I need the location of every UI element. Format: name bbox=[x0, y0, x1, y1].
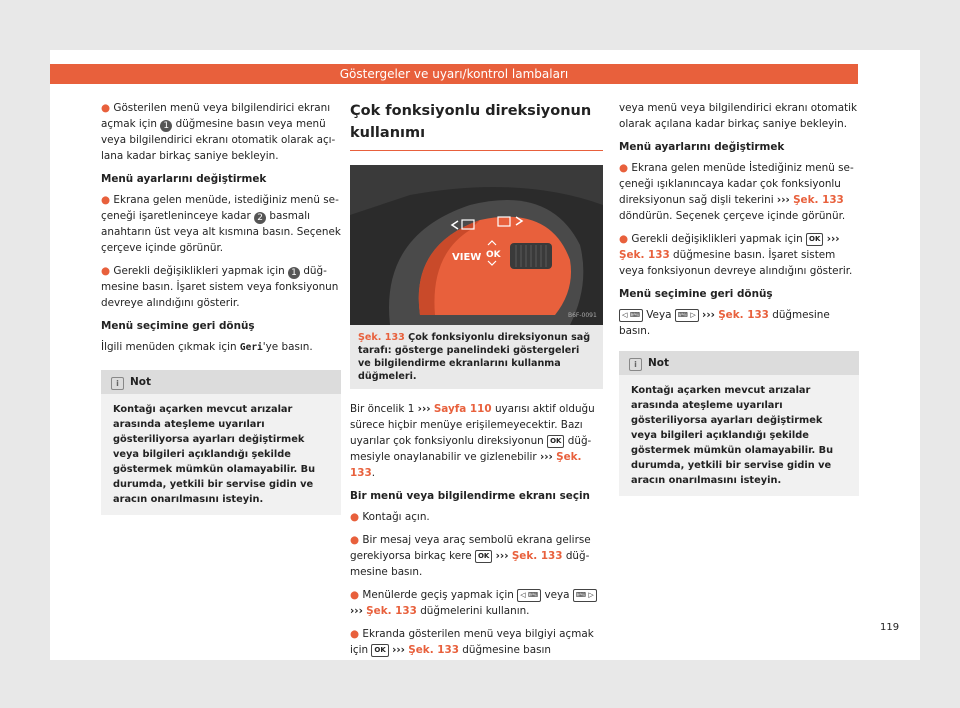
right-bullet-1: ● Ekrana gelen menüde İstediğiniz menü seçeneği ışıklanıncaya kadar çok fonksiyonlu direksiyonun sağ dişli tekerini ››› Şek. 133 döndürün. Seçenek çerçeve içinde görünür. bbox=[619, 162, 854, 222]
back-right-key-icon: ⌨ ▷ bbox=[675, 309, 699, 322]
steering-wheel-illustration bbox=[350, 165, 603, 325]
arrow-icon: ››› bbox=[776, 194, 790, 206]
page-header: Göstergeler ve uyarı/kontrol lambaları bbox=[50, 64, 858, 84]
arrow-icon: ››› bbox=[826, 233, 840, 245]
link-sayfa-110[interactable]: Sayfa 110 bbox=[433, 403, 492, 415]
link-sek-133[interactable]: Şek. 133 bbox=[619, 249, 670, 261]
note-box-right bbox=[619, 351, 859, 496]
code-geri: Geri bbox=[239, 342, 263, 353]
left-paragraph-3: ● Gerekli değişiklikleri yapmak için 1 düğmesine basın. İşaret sistem veya fonksiyonun devreye alındığını gösterir. bbox=[101, 265, 339, 309]
ok-key-icon: OK bbox=[475, 550, 492, 563]
button-number-1: 1 bbox=[288, 267, 300, 279]
middle-bullet-1: ● Kontağı açın. bbox=[350, 511, 430, 523]
scroll-left-key-icon: ◁ ⌨ bbox=[517, 589, 541, 602]
middle-bullet-2: ● Bir mesaj veya araç sembolü ekrana gelirse gerekiyorsa birkaç kere OK ››› Şek. 133 düğmesine basın. bbox=[350, 534, 591, 578]
link-sek-133[interactable]: Şek. 133 bbox=[350, 451, 582, 479]
note-header: i Not bbox=[619, 351, 859, 375]
middle-column bbox=[350, 100, 603, 665]
arrow-icon: ››› bbox=[539, 451, 553, 463]
link-sek-133[interactable]: Şek. 133 bbox=[718, 309, 769, 321]
button-number-1: 1 bbox=[160, 120, 172, 132]
ok-key-icon: OK bbox=[371, 644, 388, 657]
back-left-key-icon: ◁ ⌨ bbox=[619, 309, 643, 322]
bullet-icon: ● bbox=[350, 511, 360, 523]
right-paragraph-1: veya menü veya bilgilendirici ekranı otomatik olarak açılana kadar birkaç saniye bekleyin. bbox=[619, 102, 858, 130]
note-text: Kontağı açarken mevcut arızalar arasında ateşleme uyarıları gösteriliyorsa ayarları değiştirmek veya bilgileri açıklandığı şekilde göstermek mümkün olamayabilir. Bu durumda, yetkili bir servise gidin ve aracın onarılmasını isteyin. bbox=[631, 385, 834, 486]
left-paragraph-4: İlgili menüden çıkmak için Geri'ye basın. bbox=[101, 341, 313, 353]
bullet-icon: ● bbox=[101, 102, 111, 114]
arrow-icon: ››› bbox=[702, 309, 715, 321]
subheading-select-menu: Bir menü veya bilgilendirme ekranı seçin bbox=[350, 490, 590, 502]
fig-code: B6F-0091 bbox=[568, 312, 597, 319]
bullet-icon: ● bbox=[619, 162, 629, 174]
bullet-icon: ● bbox=[101, 265, 111, 277]
link-sek-133[interactable]: Şek. 133 bbox=[511, 550, 563, 562]
ok-key-icon: OK bbox=[547, 435, 564, 448]
fig-view-label: VIEW bbox=[452, 252, 482, 263]
left-paragraph-1: ● Gösterilen menü veya bilgilendirici ekranı açmak için 1 düğmesine basın veya menü veya bilgilendirici ekranı otomatik olarak açılana kadar birkaç saniye bekleyin. bbox=[101, 102, 336, 162]
note-text: Kontağı açarken mevcut arızalar arasında ateşleme uyarıları gösteriliyorsa ayarları değiştirmek veya bilgileri açıklandığı şekilde göstermek mümkün olamayabilir. Bu durumda, yetkili bir servise gidin ve aracın onarılmasını isteyin. bbox=[113, 404, 316, 505]
scroll-right-key-icon: ⌨ ▷ bbox=[573, 589, 597, 602]
section-title: Çok fonksiyonlu direksiyonun kullanımı bbox=[350, 103, 592, 141]
button-number-2: 2 bbox=[254, 212, 266, 224]
bullet-icon: ● bbox=[350, 534, 360, 546]
subheading-return-menu-right: Menü seçimine geri dönüş bbox=[619, 288, 773, 300]
fig-ok-label: OK bbox=[486, 250, 501, 260]
subheading-return-menu: Menü seçimine geri dönüş bbox=[101, 320, 255, 332]
left-column bbox=[101, 100, 341, 515]
ok-key-icon: OK bbox=[806, 233, 823, 246]
bullet-icon: ● bbox=[619, 233, 629, 245]
link-sek-133[interactable]: Şek. 133 bbox=[366, 605, 417, 617]
left-paragraph-2: ● Ekrana gelen menüde, istediğiniz menü seçeneği işaretleninceye kadar 2 basmalı anahtarın üst veya alt kısmına basın. Seçenek çerçeve içinde görünür. bbox=[101, 194, 341, 254]
middle-bullet-3: ● Menülerde geçiş yapmak için ◁ ⌨ veya ⌨ ▷ ››› Şek. 133 düğmelerini kullanın. bbox=[350, 587, 603, 619]
note-header: i Not bbox=[101, 370, 341, 394]
figure-caption: Şek. 133 Çok fonksiyonlu direksiyonun sağ tarafı: gösterge panelindeki göstergeleri ve bilgilendirme ekranlarını kullanma düğmeleri. bbox=[350, 325, 603, 389]
steering-wheel-figure bbox=[350, 165, 603, 325]
subheading-change-settings-right: Menü ayarlarını değiştirmek bbox=[619, 141, 785, 153]
info-icon: i bbox=[111, 377, 124, 390]
bullet-icon: ● bbox=[101, 194, 111, 206]
title-divider bbox=[350, 150, 603, 151]
arrow-icon: ››› bbox=[417, 403, 431, 415]
subheading-change-settings: Menü ayarlarını değiştirmek bbox=[101, 173, 267, 185]
arrow-icon: ››› bbox=[350, 605, 363, 617]
bullet-icon: ● bbox=[350, 589, 360, 601]
arrow-icon: ››› bbox=[495, 550, 509, 562]
right-column bbox=[619, 100, 859, 496]
note-box-left bbox=[101, 370, 341, 515]
link-sek-133[interactable]: Şek. 133 bbox=[408, 644, 459, 656]
page-number: 119 bbox=[880, 622, 900, 633]
right-paragraph-2: ◁ ⌨ Veya ⌨ ▷ ››› Şek. 133 düğmesine basın. bbox=[619, 309, 830, 337]
arrow-icon: ››› bbox=[392, 644, 405, 656]
right-bullet-2: ● Gerekli değişiklikleri yapmak için OK ››› Şek. 133 düğmesine basın. İşaret sistem veya fonksiyonun devreye alındığını gösterir. bbox=[619, 233, 853, 277]
bullet-icon: ● bbox=[350, 628, 360, 640]
info-icon: i bbox=[629, 358, 642, 371]
link-sek-133[interactable]: Şek. 133 bbox=[793, 194, 844, 206]
middle-paragraph-1: Bir öncelik 1 ››› Sayfa 110 uyarısı aktif olduğu sürece hiçbir menüye erişilemeyecektir. Bazı uyarılar çok fonksiyonlu direksiyonun OK düğmesiyle onaylanabilir ve gizlenebilir ››› Şek. 133. bbox=[350, 403, 595, 479]
middle-bullet-4: ● Ekranda gösterilen menü veya bilgiyi açmak için OK ››› Şek. 133 düğmesine basın bbox=[350, 628, 594, 656]
